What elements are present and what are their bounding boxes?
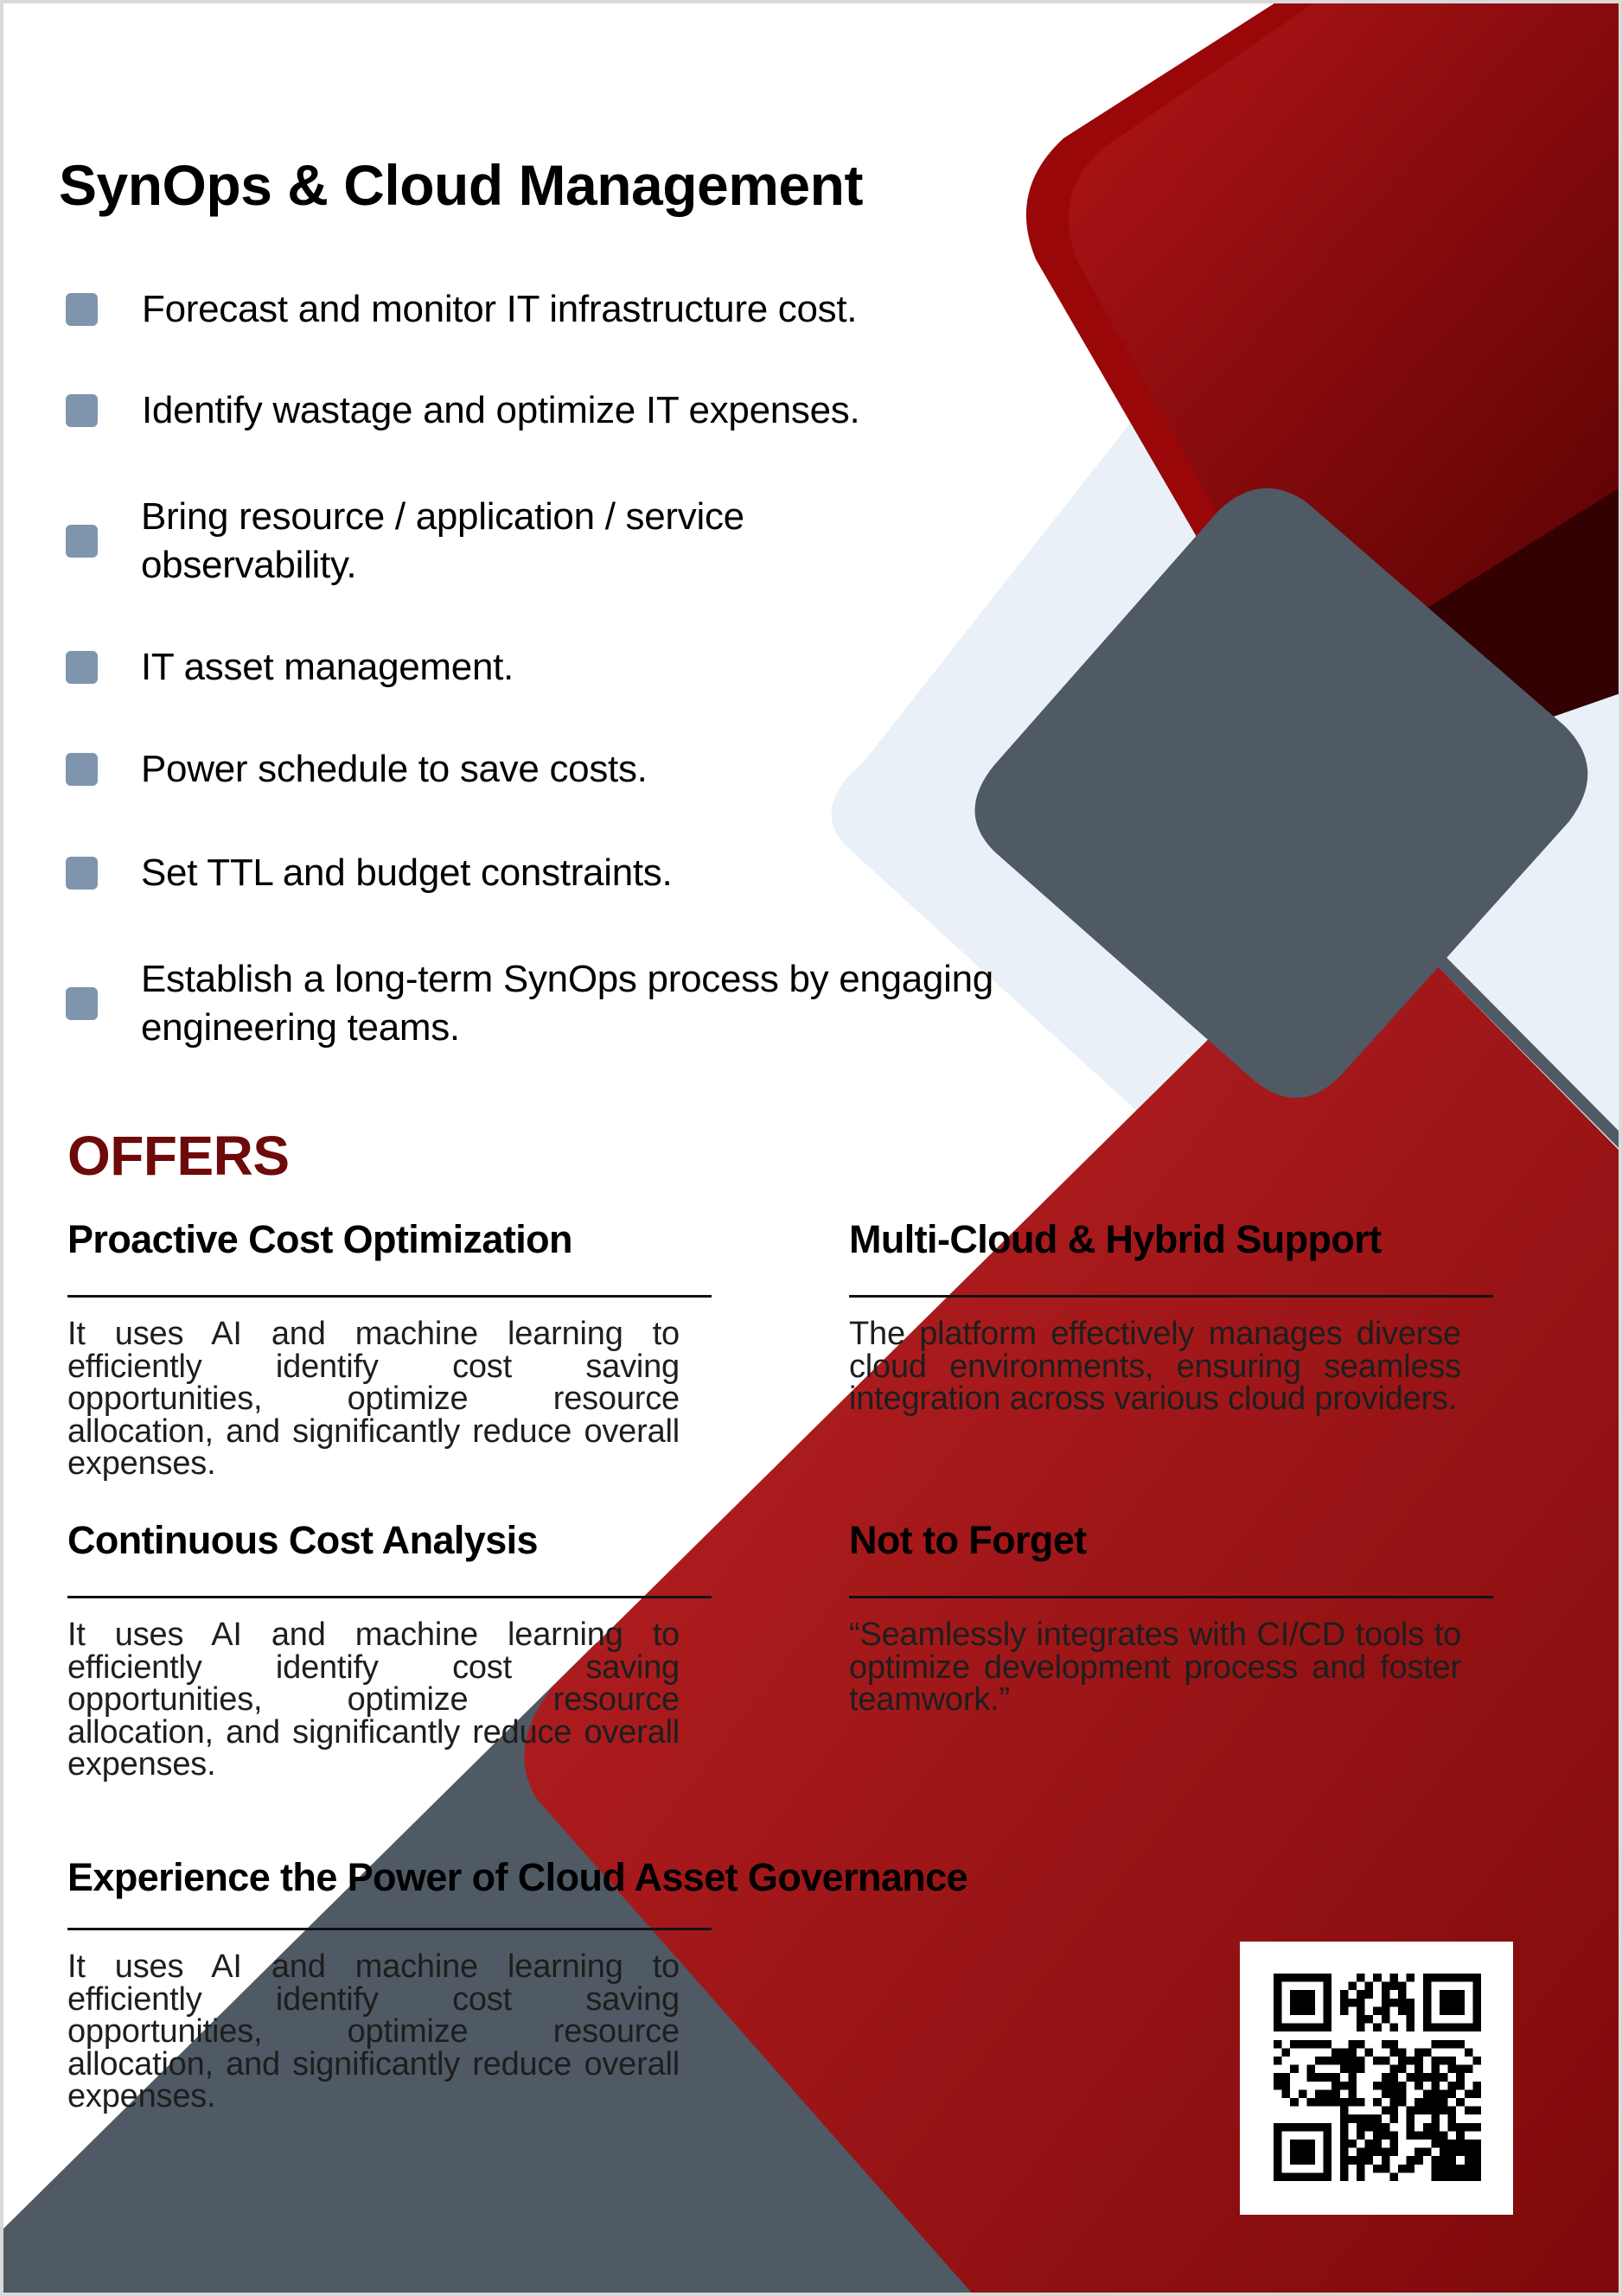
offer-card bbox=[67, 1853, 968, 2114]
divider bbox=[849, 1295, 1493, 1298]
divider bbox=[849, 1596, 1493, 1598]
page-title: SynOps & Cloud Management bbox=[59, 153, 863, 217]
feature-item bbox=[66, 955, 1017, 1052]
offer-card-body: It uses AI and machine learning to efficiently identify cost saving opportunities, optimize resource allocation, and significantly reduce overall expenses. bbox=[67, 1316, 680, 1482]
offer-card-title: Not to Forget bbox=[849, 1518, 1087, 1562]
feature-text: Forecast and monitor IT infrastructure cost. bbox=[142, 288, 858, 330]
feature-text: Bring resource / application / service observability. bbox=[141, 495, 744, 586]
feature-item bbox=[66, 285, 974, 334]
square-bullet-icon bbox=[66, 651, 98, 684]
feature-text: IT asset management. bbox=[141, 646, 514, 688]
square-bullet-icon bbox=[66, 394, 98, 427]
flyer-page bbox=[3, 3, 1619, 2293]
square-bullet-icon bbox=[66, 293, 98, 326]
offer-card-body: The platform effectively manages diverse cloud environments, ensuring seamless integration across various cloud providers. bbox=[849, 1316, 1461, 1417]
square-bullet-icon bbox=[66, 525, 98, 558]
offer-card-title: Multi-Cloud & Hybrid Support bbox=[849, 1217, 1382, 1261]
offer-card bbox=[67, 1516, 712, 1782]
offer-card-title: Proactive Cost Optimization bbox=[67, 1217, 572, 1261]
divider bbox=[67, 1596, 712, 1598]
divider bbox=[67, 1295, 712, 1298]
offers-heading: OFFERS bbox=[67, 1125, 290, 1187]
offer-card-body: It uses AI and machine learning to efficiently identify cost saving opportunities, optimize resource allocation, and significantly reduce overall expenses. bbox=[67, 1948, 680, 2114]
feature-text: Power schedule to save costs. bbox=[141, 748, 648, 790]
square-bullet-icon bbox=[66, 857, 98, 890]
feature-item bbox=[66, 386, 974, 435]
qr-code[interactable] bbox=[1240, 1942, 1513, 2215]
feature-item bbox=[66, 745, 974, 794]
feature-text: Set TTL and budget constraints. bbox=[141, 851, 673, 894]
square-bullet-icon bbox=[66, 753, 98, 786]
offer-card-title: Experience the Power of Cloud Asset Governance bbox=[67, 1855, 968, 1899]
offer-card bbox=[849, 1215, 1493, 1416]
square-bullet-icon bbox=[66, 987, 98, 1020]
feature-item bbox=[66, 493, 887, 590]
feature-text: Identify wastage and optimize IT expenses. bbox=[142, 389, 860, 431]
offer-card-body: It uses AI and machine learning to efficiently identify cost saving opportunities, optimize resource allocation, and significantly reduce overall expenses. bbox=[67, 1617, 680, 1783]
offer-card-body: “Seamlessly integrates with CI/CD tools to optimize development process and foster teamwork.” bbox=[849, 1617, 1461, 1718]
feature-item bbox=[66, 849, 974, 897]
offer-card bbox=[67, 1215, 712, 1481]
divider bbox=[67, 1928, 712, 1930]
feature-item bbox=[66, 643, 974, 692]
offer-card-title: Continuous Cost Analysis bbox=[67, 1518, 538, 1562]
feature-text: Establish a long-term SynOps process by engaging engineering teams. bbox=[141, 958, 993, 1049]
offer-card bbox=[849, 1516, 1493, 1717]
qr-code-icon bbox=[1274, 1974, 1481, 2181]
